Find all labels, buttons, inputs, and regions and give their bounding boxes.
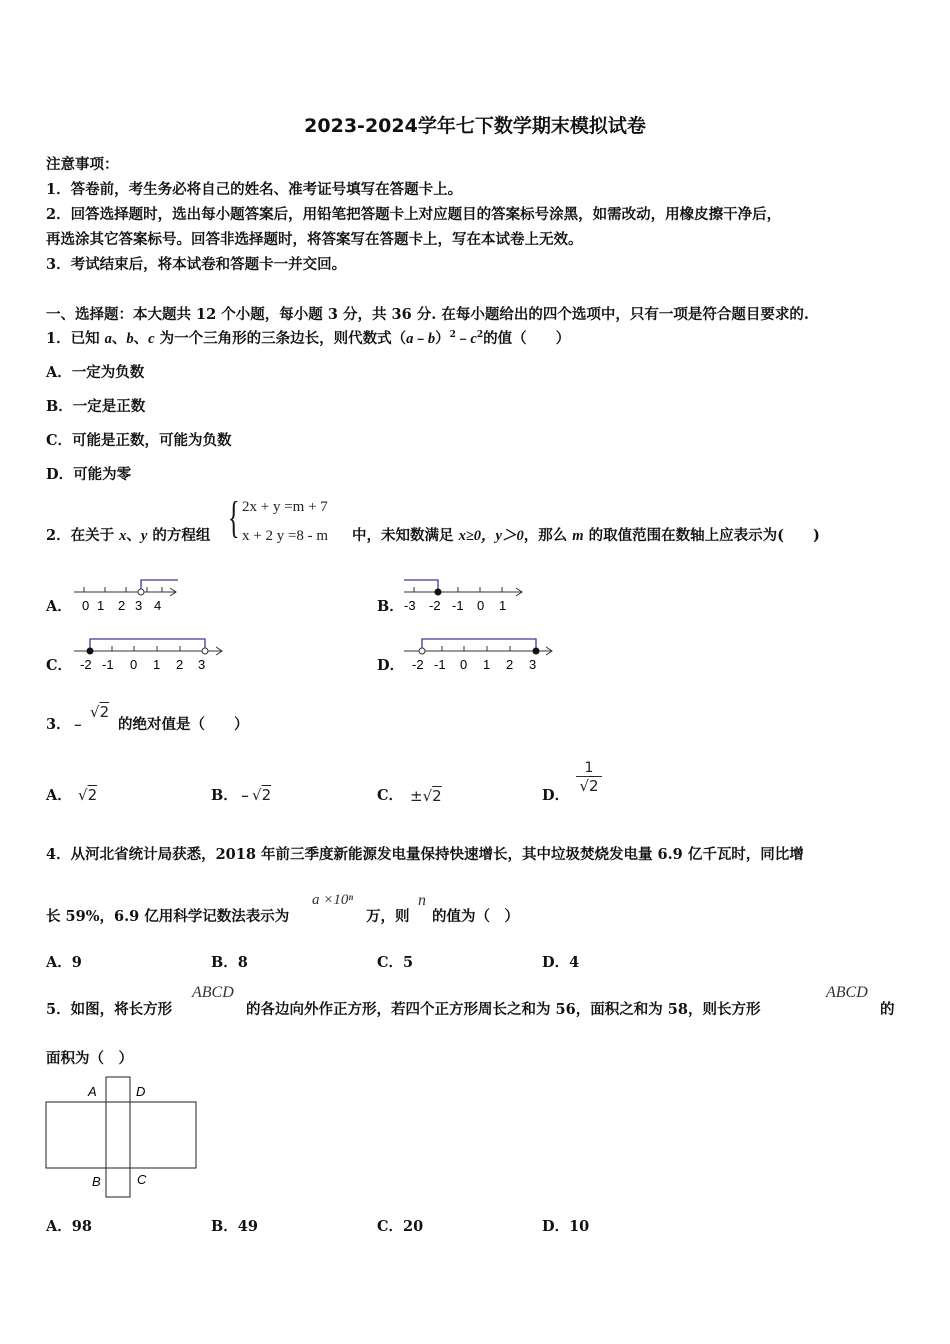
question-4-line-2b: 万，则 [366, 908, 410, 925]
q3-option-b-value: √2 [252, 786, 272, 804]
tick-c-2: 0 [130, 657, 138, 672]
q2-option-c-label: C． [46, 657, 73, 674]
number-line-d [402, 635, 562, 675]
notice-item-2: 2．回答选择题时，选出每小题答案后，用铅笔把答题卡上对应题目的答案标号涂黑，如需改动，用橡皮擦干净后， [46, 206, 782, 223]
q3-option-c-label: C． [377, 787, 404, 804]
q4-n: n [418, 892, 426, 909]
q1-option-d: D．可能为零 [46, 466, 132, 483]
q1-option-c: C．可能是正数，可能为负数 [46, 432, 232, 449]
figure-label-c: C [137, 1172, 147, 1187]
notice-heading: 注意事项： [46, 156, 119, 173]
q3-option-d-label: D． [542, 787, 570, 804]
section-1-heading: 一、选择题：本大题共 12 个小题，每小题 3 分，共 36 分. 在每小题给出的四个选项中，只有一项是符合题目要求的. [46, 306, 809, 323]
number-line-b [402, 576, 532, 616]
question-4-line-1: 4．从河北省统计局获悉，2018 年前三季度新能源发电量保持快速增长，其中垃圾焚烧发电量 6.9 亿千瓦时，同比增 [46, 846, 804, 863]
question-1: 1．已知 a、b、c 为一个三角形的三条边长，则代数式$(a﹣b)^2﹣c^2$的值（ ） [46, 330, 571, 347]
tick-b-0: -3 [404, 598, 416, 613]
tick-c-5: 3 [198, 657, 206, 672]
question-3-start: 3．﹣ [46, 716, 86, 733]
figure-label-a: A [88, 1084, 97, 1099]
tick-d-1: -1 [434, 657, 446, 672]
tick-d-0: -2 [412, 657, 424, 672]
system-eq-2: x + 2 y =8 - m [242, 528, 329, 544]
system-brace: { [228, 493, 240, 542]
question-5-line-1b: 的各边向外作正方形，若四个正方形周长之和为 56，面积之和为 58，则长方形 [246, 1001, 761, 1018]
question-3-end: 的绝对值是（ ） [118, 716, 249, 733]
tick-d-3: 1 [483, 657, 491, 672]
tick-a-1: 1 [97, 598, 105, 613]
q2-option-b-label: B． [377, 598, 404, 615]
rectangle-figure [40, 1074, 205, 1202]
tick-d-4: 2 [506, 657, 514, 672]
tick-c-1: -1 [102, 657, 114, 672]
q5-option-c: C．20 [377, 1218, 424, 1235]
q1-option-b: B．一定是正数 [46, 398, 146, 415]
number-line-a [72, 576, 184, 616]
figure-label-d: D [136, 1084, 146, 1099]
notice-item-1: 1．答卷前，考生务必将自己的姓名、准考证号填写在答题卡上。 [46, 181, 463, 198]
tick-b-2: -1 [452, 598, 464, 613]
q4-option-b: B．8 [211, 954, 248, 971]
page-title: 2023-2024学年七下数学期末模拟试卷 [304, 115, 646, 137]
q5-option-b: B．49 [211, 1218, 258, 1235]
q4-expression: a ×10ⁿ [312, 892, 354, 908]
q4-option-a: A．9 [46, 954, 82, 971]
q3-option-b-label: B．﹣ [211, 787, 253, 804]
question-4-line-2a: 长 59%，6.9 亿用科学记数法表示为 [46, 908, 290, 925]
tick-c-0: -2 [80, 657, 92, 672]
tick-d-5: 3 [529, 657, 537, 672]
system-eq-1: 2x + y =m + 7 [242, 499, 328, 515]
q3-option-c-value: ±√2 [410, 787, 442, 805]
q3-option-a-label: A． [46, 787, 72, 804]
q2-option-d-label: D． [377, 657, 405, 674]
q3-option-d-fraction: 1 √2 [576, 760, 602, 795]
question-2-end: 中，未知数满足 x≥0，y＞0，那么 m 的取值范围在数轴上应表示为( ) [352, 527, 820, 544]
q4-option-c: C．5 [377, 954, 414, 971]
tick-b-1: -2 [429, 598, 441, 613]
q3-sqrt: √2 [90, 703, 110, 721]
tick-a-2: 2 [118, 598, 126, 613]
q3-option-a-value: √2 [78, 786, 98, 804]
question-5-line-1a: 5．如图，将长方形 [46, 1001, 173, 1018]
question-5-line-2: 面积为（ ） [46, 1050, 133, 1067]
q4-option-d: D．4 [542, 954, 580, 971]
tick-c-3: 1 [153, 657, 161, 672]
q5-option-d: D．10 [542, 1218, 590, 1235]
q5-rect-2: ABCD [826, 984, 868, 1001]
q2-option-a-label: A． [46, 598, 72, 615]
q5-rect-1: ABCD [192, 984, 234, 1001]
figure-label-b: B [92, 1174, 101, 1189]
tick-d-2: 0 [460, 657, 468, 672]
number-line-c [72, 635, 232, 675]
tick-a-3: 3 [135, 598, 143, 613]
tick-c-4: 2 [176, 657, 184, 672]
question-2-start: 2．在关于 x、y 的方程组 [46, 527, 211, 544]
notice-item-3: 3．考试结束后，将本试卷和答题卡一并交回。 [46, 256, 347, 273]
tick-b-4: 1 [499, 598, 507, 613]
q1-option-a: A．一定为负数 [46, 364, 145, 381]
question-4-line-2c: 的值为（ ） [432, 908, 519, 925]
tick-b-3: 0 [477, 598, 485, 613]
tick-a-0: 0 [82, 598, 90, 613]
q5-option-a: A．98 [46, 1218, 92, 1235]
notice-item-2-cont: 再选涂其它答案标号。回答非选择题时，将答案写在答题卡上，写在本试卷上无效。 [46, 231, 583, 248]
question-5-line-1c: 的 [880, 1001, 895, 1018]
tick-a-4: 4 [154, 598, 162, 613]
